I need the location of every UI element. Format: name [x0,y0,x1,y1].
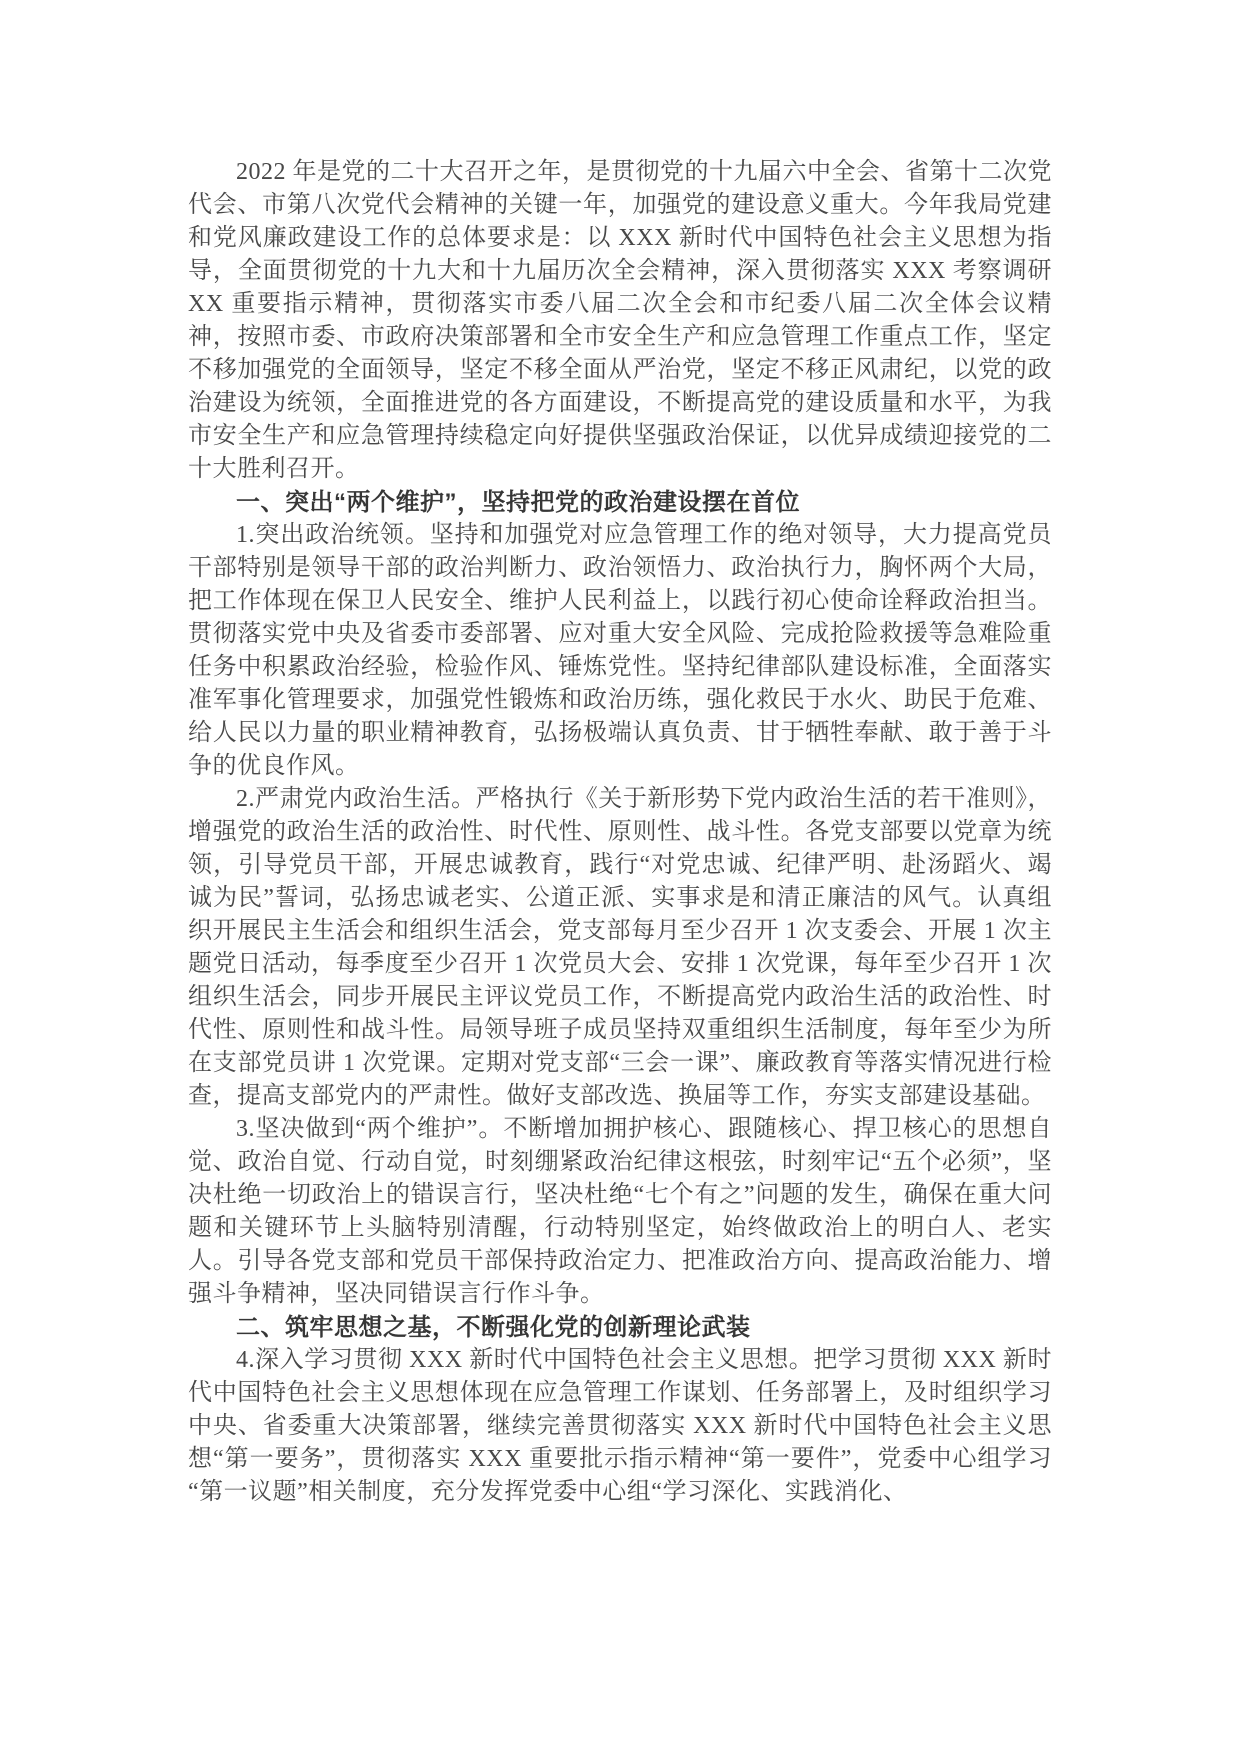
paragraph-item-2: 2.严肃党内政治生活。严格执行《关于新形势下党内政治生活的若干准则》，增强党的政治生活的政治性、时代性、原则性、战斗性。各党支部要以党章为统领，引导党员干部，开展忠诚教育，践行“对党忠诚、纪律严明、赴汤蹈火、竭诚为民”誓词，弘扬忠诚老实、公道正派、实事求是和清正廉洁的风气。认真组织开展民主生活会和组织生活会，党支部每月至少召开 1 次支委会、开展 1 次主题党日活动，每季度至少召开 1 次党员大会、安排 1 次党课，每年至少召开 1 次组织生活会，同步开展民主评议党员工作，不断提高党内政治生活的政治性、时代性、原则性和战斗性。局领导班子成员坚持双重组织生活制度，每年至少为所在支部党员讲 1 次党课。定期对党支部“三会一课”、廉政教育等落实情况进行检查，提高支部党内的严肃性。做好支部改选、换届等工作，夯实支部建设基础。 [188,786,1052,1109]
paragraph-item-1: 1.突出政治统领。坚持和加强党对应急管理工作的绝对领导，大力提高党员干部特别是领导干部的政治判断力、政治领悟力、政治执行力，胸怀两个大局，把工作体现在保卫人民安全、维护人民利益上，以践行初心使命诠释政治担当。贯彻落实党中央及省委市委部署、应对重大安全风险、完成抢险救援等急难险重任务中积累政治经验，检验作风、锤炼党性。坚持纪律部队建设标准，全面落实准军事化管理要求，加强党性锻炼和政治历练，强化救民于水火、助民于危难、给人民以力量的职业精神教育，弘扬极端认真负责、甘于牺牲奉献、敢于善于斗争的优良作风。 [188,522,1052,779]
document-text-column [188,156,1052,1509]
paragraph-item-4: 4.深入学习贯彻 XXX 新时代中国特色社会主义思想。把学习贯彻 XXX 新时代中国特色社会主义思想体现在应急管理工作谋划、任务部署上，及时组织学习中央、省委重大决策部署，继续完善贯彻落实 XXX 新时代中国特色社会主义思想“第一要务”，贯彻落实 XXX 重要批示指示精神“第一要件”，党委中心组学习“第一议题”相关制度，充分发挥党委中心组“学习深化、实践消化、 [188,1347,1052,1505]
section-heading-one: 一、突出“两个维护”，坚持把党的政治建设摆在首位 [236,489,800,516]
paragraph-item-3: 3.坚决做到“两个维护”。不断增加拥护核心、跟随核心、捍卫核心的思想自觉、政治自觉、行动自觉，时刻绷紧政治纪律这根弦，时刻牢记“五个必须”，坚决杜绝一切政治上的错误言行，坚决杜绝“七个有之”问题的发生，确保在重大问题和关键环节上头脑特别清醒，行动特别坚定，始终做政治上的明白人、老实人。引导各党支部和党员干部保持政治定力、把准政治方向、提高政治能力、增强斗争精神，坚决同错误言行作斗争。 [188,1116,1052,1307]
paragraph-intro: 2022 年是党的二十大召开之年，是贯彻党的十九届六中全会、省第十二次党代会、市第八次党代会精神的关键一年，加强党的建设意义重大。今年我局党建和党风廉政建设工作的总体要求是：以 XXX 新时代中国特色社会主义思想为指导，全面贯彻党的十九大和十九届历次全会精神，深入贯彻落实 XXX 考察调研 XX 重要指示精神，贯彻落实市委八届二次全会和市纪委八届二次全体会议精神，按照市委、市政府决策部署和全市安全生产和应急管理工作重点工作，坚定不移加强党的全面领导，坚定不移全面从严治党，坚定不移正风肃纪，以党的政治建设为统领，全面推进党的各方面建设，不断提高党的建设质量和水平，为我市安全生产和应急管理持续稳定向好提供坚强政治保证，以优异成绩迎接党的二十大胜利召开。 [188,159,1052,482]
section-heading-two: 二、筑牢思想之基，不断强化党的创新理论武装 [236,1314,751,1341]
